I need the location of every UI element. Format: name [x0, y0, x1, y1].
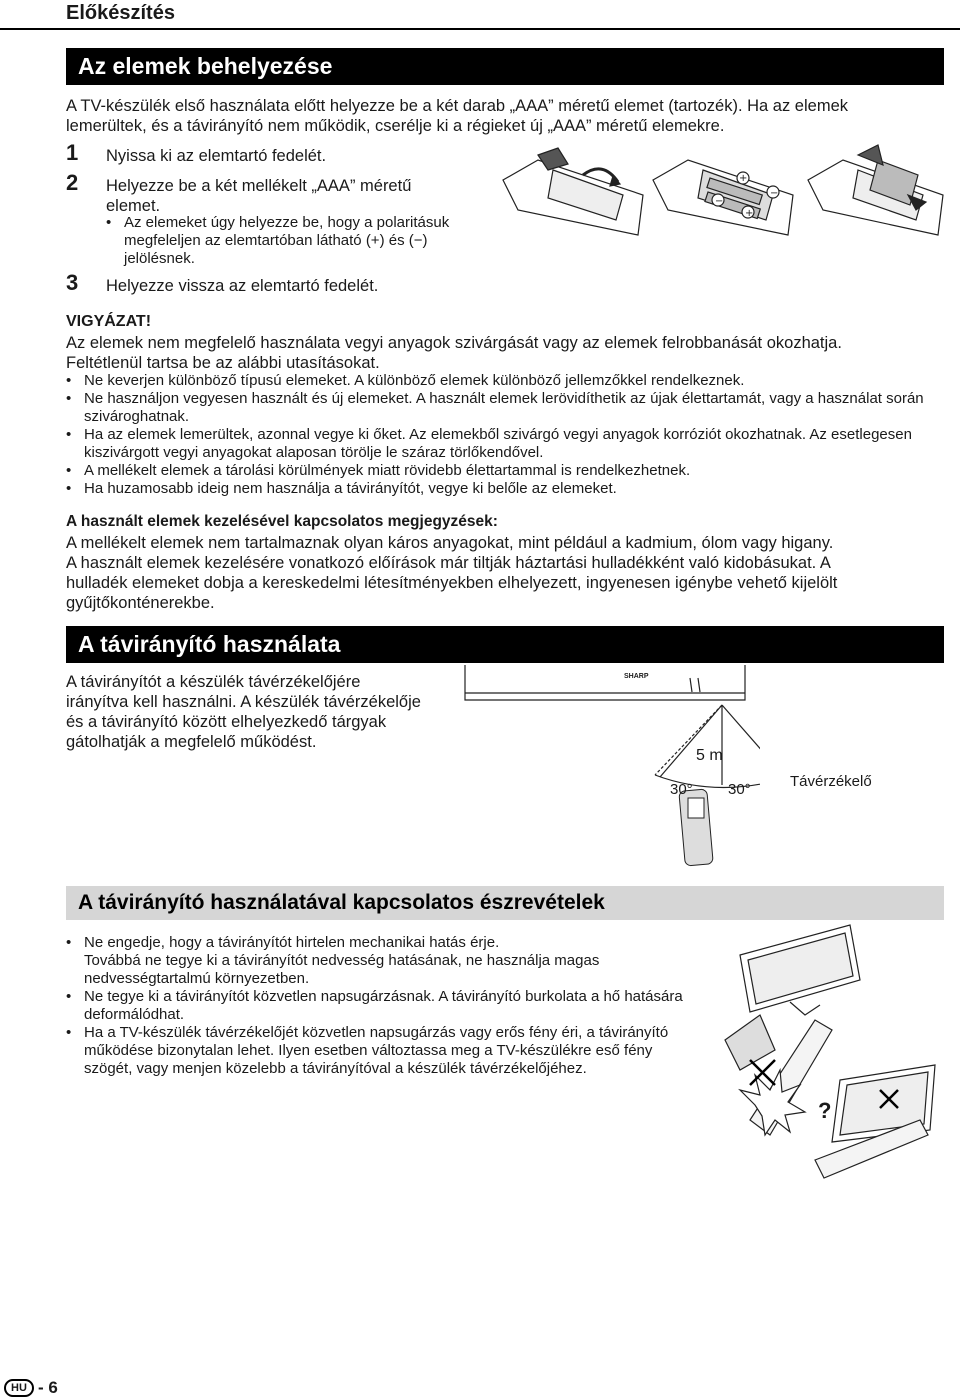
bullet-line-1: Az elemeket úgy helyezze be, hogy a polaritásuk	[124, 214, 450, 231]
bullet-line-2: deformálódhat.	[84, 1006, 185, 1023]
bullet-line-2: Továbbá ne tegye ki a távirányítót nedvesség hatásának, ne használja magas	[84, 952, 600, 969]
battery-insertion-illustration	[498, 140, 948, 250]
bullet-line-1: Ne engedje, hogy a távirányítót hirtelen mechanikai hatás érje.	[84, 934, 500, 951]
sensor-label: Távérzékelő	[790, 773, 872, 790]
language-badge: HU	[4, 1379, 34, 1397]
bullet-dot: •	[106, 214, 112, 231]
note-line-1: A mellékelt elemek nem tartalmaznak olyan káros anyagokat, mint például a kadmium, ólom vagy higany.	[66, 534, 834, 552]
bullet-dot: •	[66, 372, 72, 389]
bullet-line-1: Ha az elemek lemerültek, azonnal vegye ki őket. Az elemekből szivárgó vegyi anyagok korróziót okozhatnak. Az esetlegesen	[84, 426, 912, 443]
bullet-line-2: kiszivárgott vegyi anyagokat alaposan törölje le száraz törlőkendővel.	[84, 444, 544, 461]
tv-bottom-outline	[465, 665, 745, 700]
note-line-3: hulladék elemeket dobja a kereskedelmi létesítményekben elhelyezett, ingyenesen igénybe vehető kijelölt	[66, 574, 838, 592]
caution-title: VIGYÁZAT!	[66, 313, 152, 330]
bullet-line-3: nedvességtartalmú környezetben.	[84, 970, 310, 987]
step-text: Helyezze vissza az elemtartó fedelét.	[106, 277, 379, 295]
page-footer	[4, 1378, 58, 1397]
step-number: 3	[66, 270, 79, 295]
step-text-line-2: elemet.	[106, 197, 161, 215]
header-title: Előkészítés	[66, 2, 175, 24]
bullet-dot: •	[66, 480, 72, 497]
caution-line-1: Az elemek nem megfelelő használata vegyi anyagok szivárgását vagy az elemek felrobbanását okozhatja.	[66, 334, 842, 352]
step-number: 2	[66, 170, 79, 195]
intro-line-2: lemerültek, és a távirányító nem működik, cserélje ki a régieket új „AAA” méretű elemekre.	[66, 117, 725, 135]
remote-use-line-1: A távirányítót a készülék távérzékelőjére	[66, 673, 361, 691]
note-line-4: gyűjtőkonténerekbe.	[66, 594, 215, 612]
page-number: - 6	[38, 1378, 58, 1397]
bullet-dot: •	[66, 462, 72, 479]
bullet-line-1: Ne használjon vegyesen használt és új elemeket. A használt elemek lerövidíthetik az újak élettartamát, vagy a használat során	[84, 390, 924, 407]
tv-brand-label: SHARP	[624, 673, 649, 680]
remote-use-line-4: gátolhatják a megfelelő működést.	[66, 733, 317, 751]
step-text: Nyissa ki az elemtartó fedelét.	[106, 147, 327, 165]
svg-text:+: +	[739, 173, 748, 184]
bullet-dot: •	[66, 934, 72, 951]
bullet-line-1: Ha huzamosabb ideig nem használja a távirányítót, vegye ki belőle az elemeket.	[84, 480, 617, 497]
note-title: A használt elemek kezelésével kapcsolatos megjegyzések:	[66, 513, 498, 530]
bullet-line-1: Ha a TV-készülék távérzékelőjét közvetlen napsugárzás vagy erős fény éri, a távirányító	[84, 1024, 669, 1041]
bullet-line-3: jelölésnek.	[124, 250, 195, 267]
bullet-line-1: Ne keverjen különböző típusú elemeket. A különböző elemek különböző jellemzőkkel rendelkeznek.	[84, 372, 745, 389]
remote-use-line-3: és a távirányító között elhelyezkedő tárgyak	[66, 713, 387, 731]
bullet-line-2: működése bizonytalan lehet. Ilyen esetben változtassa meg a TV-készülékre eső fény	[84, 1042, 653, 1059]
remote-range-illustration	[460, 660, 760, 870]
step-text-line-1: Helyezze be a két mellékelt „AAA” méretű	[106, 177, 412, 195]
distance-label: 5 m	[696, 747, 723, 764]
page-header	[0, 0, 960, 30]
question-mark: ?	[818, 1098, 832, 1123]
bullet-line-1: A mellékelt elemek a tárolási körülmények miatt rövidebb élettartammal is rendelkezhetnek.	[84, 462, 691, 479]
svg-text:−: −	[715, 196, 724, 207]
bullet-line-2: megfeleljen az elemtartóban látható (+) és (−)	[124, 232, 428, 249]
bullet-dot: •	[66, 426, 72, 443]
bullet-line-2: szivároghatnak.	[84, 408, 190, 425]
svg-text:−: −	[770, 188, 779, 199]
bullet-line-1: Ne tegye ki a távirányítót közvetlen napsugárzásnak. A távirányító burkolata a hő hatására	[84, 988, 683, 1005]
svg-text:+: +	[745, 208, 754, 219]
sunlight-warning-illustration	[720, 920, 945, 1200]
angle-right-label: 30°	[728, 781, 751, 798]
bullet-dot: •	[66, 390, 72, 407]
remote-use-line-2: irányítva kell használni. A készülék távérzékelője	[66, 693, 421, 711]
section-title-batteries: Az elemek behelyezése	[66, 48, 944, 85]
caution-line-2: Feltétlenül tartsa be az alábbi utasításokat.	[66, 354, 380, 372]
section-title-remote-use: A távirányító használata	[66, 626, 944, 663]
bullet-dot: •	[66, 988, 72, 1005]
bullet-dot: •	[66, 1024, 72, 1041]
note-line-2: A használt elemek kezelésére vonatkozó előírások már tiltják háztartási hulladékként való kidobásukat. A	[66, 554, 831, 572]
angle-left-label: 30°	[670, 781, 693, 798]
section-title-remote-notes: A távirányító használatával kapcsolatos észrevételek	[66, 886, 944, 920]
bullet-line-3: szögét, vagy menjen közelebb a távirányítóval a készülék távérzékelőjéhez.	[84, 1060, 587, 1077]
intro-line-1: A TV-készülék első használata előtt helyezze be a két darab „AAA” méretű elemet (tartozék). Ha az elemek	[66, 97, 848, 115]
step-number: 1	[66, 140, 79, 165]
